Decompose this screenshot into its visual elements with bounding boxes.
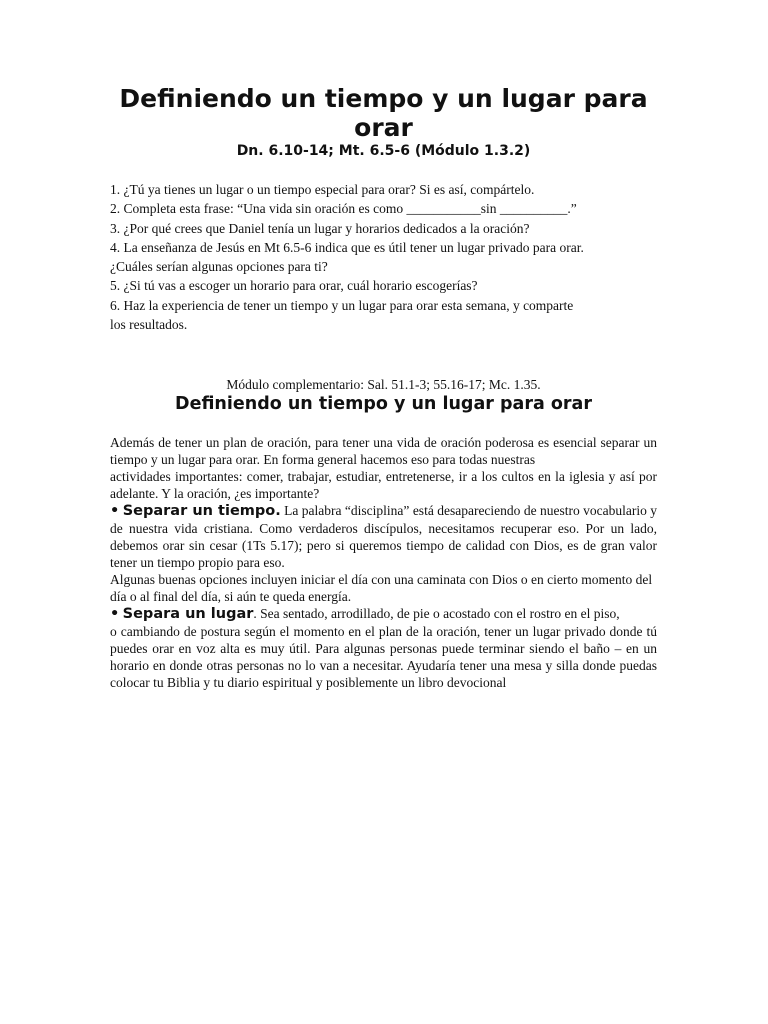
- bible-reference: Dn. 6.10-14; Mt. 6.5-6 (Módulo 1.3.2): [236, 143, 531, 159]
- intro-paragraph-continued: actividades importantes: comer, trabajar, estudiar, entretenerse, ir a los cultos en la iglesia y así por adelante. Y la oración, ¿es importante?: [110, 469, 657, 502]
- bullet-place-paragraph: [110, 605, 657, 623]
- bullet-heading-time: Separar un tiempo.: [122, 503, 281, 520]
- question-line: los resultados.: [110, 317, 188, 333]
- bullet-marker: •: [110, 503, 120, 520]
- question-line: 5. ¿Si tú vas a escoger un horario para orar, cuál horario escogerías?: [110, 278, 478, 294]
- bullet-heading-place: Separa un lugar: [122, 606, 254, 623]
- question-line: 6. Haz la experiencia de tener un tiempo y un lugar para orar esta semana, y comparte: [110, 297, 574, 313]
- place-paragraph: o cambiando de postura según el momento en el plan de la oración, tener un lugar privado donde tú puedes orar en voz alta es muy útil. Para algunas personas puede terminar siendo el baño – en un horario en donde otras personas no lo van a necesitar. Ayudaría tener una mesa y silla donde puedas colocar tu Biblia y tu diario espiritual y posiblemente un libro devocional: [110, 624, 657, 691]
- intro-paragraph: Además de tener un plan de oración, para tener una vida de oración poderosa es esencial separar un tiempo y un lugar para orar. En forma general hacemos eso para todas nuestras: [110, 435, 657, 468]
- bullet-marker: •: [110, 606, 120, 623]
- question-line: 1. ¿Tú ya tienes un lugar o un tiempo especial para orar? Si es así, compártelo.: [110, 182, 535, 197]
- page-title: Definiendo un tiempo y un lugar para orar: [119, 84, 648, 142]
- bullet-text-time: La palabra “disciplina” está desapareciendo de nuestro vocabulario y de nuestra vida cristiana. Como verdaderos discípulos, necesitamos recuperar eso. Por un lado, debemos orar sin cesar (1Ts 5.17); pero si queremos tiempo de calidad con Dios, es de gran valor tener un tiempo propio para eso.: [110, 503, 658, 571]
- options-paragraph: Algunas buenas opciones incluyen iniciar el día con una caminata con Dios o en cierto momento del día o al final del día, si aún te queda energía.: [110, 572, 653, 605]
- question-line: 4. La enseñanza de Jesús en Mt 6.5-6 indica que es útil tener un lugar privado para orar.: [110, 239, 584, 255]
- bullet-time-paragraph: [110, 502, 657, 571]
- question-line: 3. ¿Por qué crees que Daniel tenía un lugar y horarios dedicados a la oración?: [110, 220, 530, 236]
- question-line: 2. Completa esta frase: “Una vida sin oración es como ___________sin __________.”: [110, 201, 577, 217]
- bullet-text-place: . Sea sentado, arrodillado, de pie o acostado con el rostro en el piso,: [253, 606, 620, 622]
- questions-list: [110, 180, 657, 334]
- complement-reference: Módulo complementario: Sal. 51.1-3; 55.16-17; Mc. 1.35.: [226, 377, 541, 393]
- document-page: [110, 84, 657, 691]
- question-line: ¿Cuáles serían algunas opciones para ti?: [110, 259, 328, 275]
- section-title: Definiendo un tiempo y un lugar para orar: [175, 394, 592, 415]
